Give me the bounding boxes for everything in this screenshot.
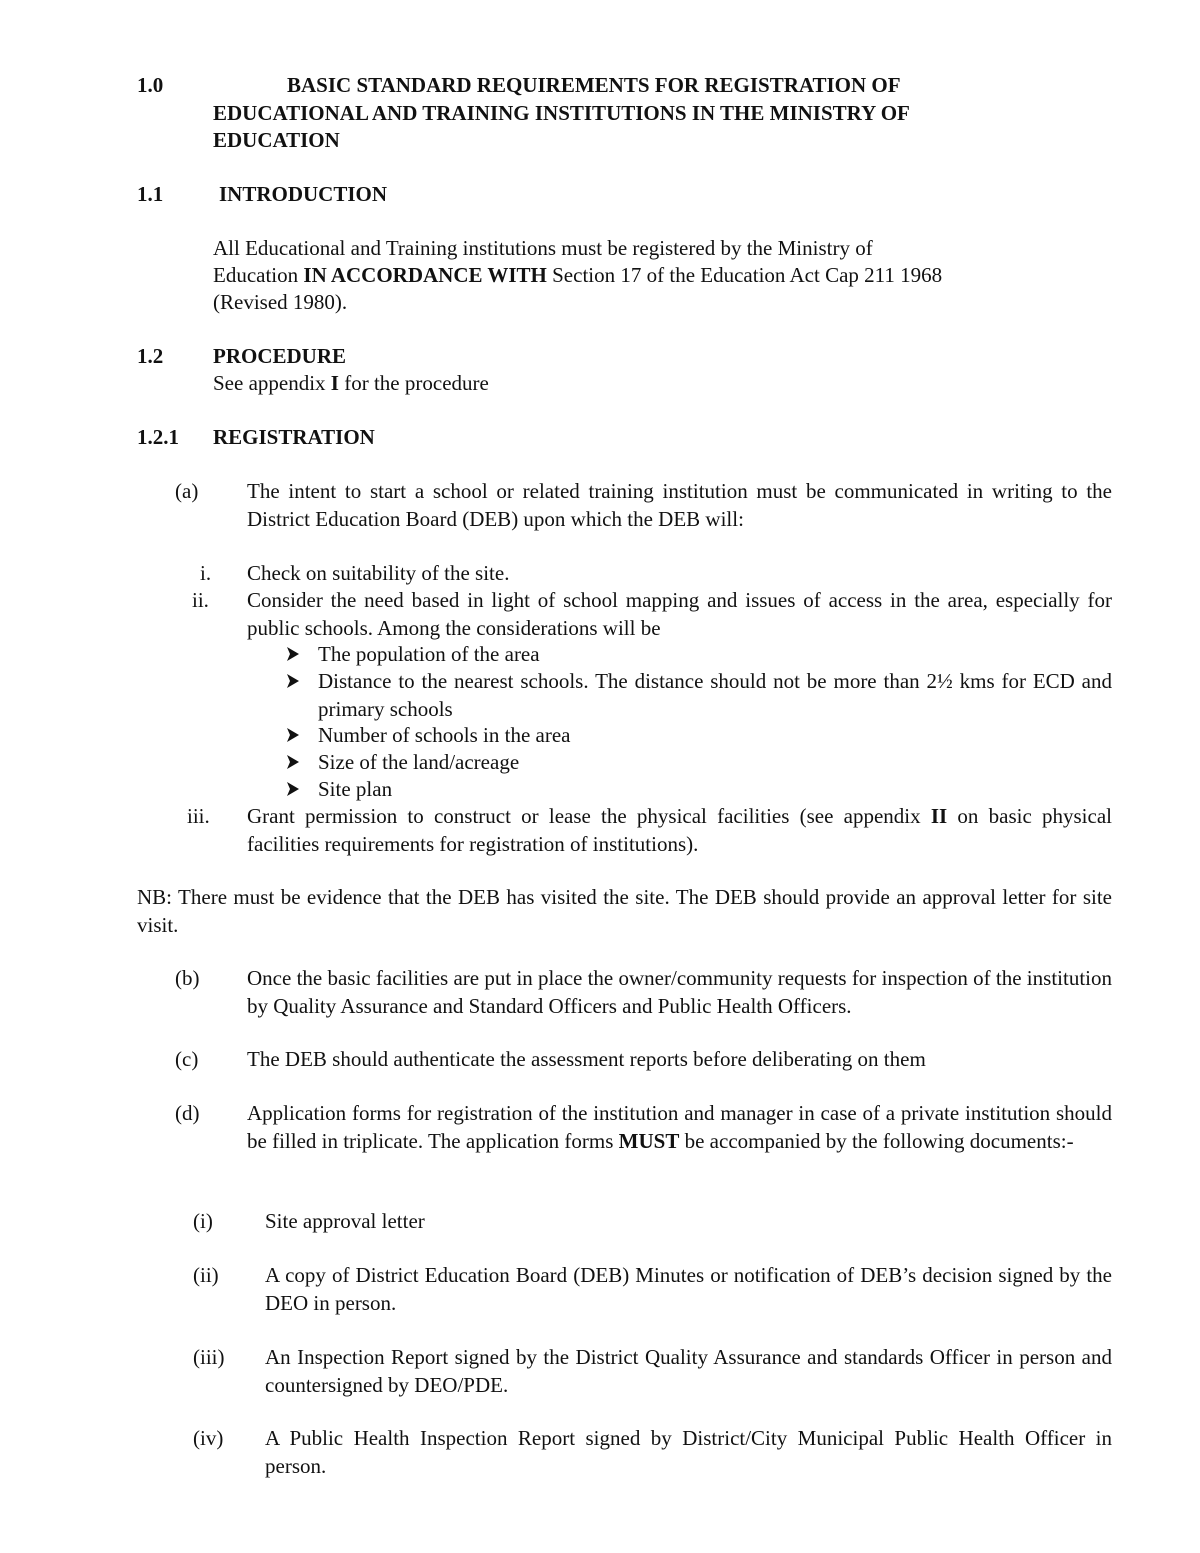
heading-number: 1.0 <box>137 73 164 97</box>
item-a-text: The intent to start a school or related training institution must be communicated in writing to the District Education Board (DEB) upon which the DEB will: <box>247 479 1112 531</box>
item-c-text: The DEB should authenticate the assessment reports before deliberating on them <box>247 1047 926 1071</box>
item-iii-text <box>247 803 1112 858</box>
section-1-2-number: 1.2 <box>137 344 164 368</box>
item-d-marker: (d) <box>175 1101 200 1125</box>
arrow-bullet-icon <box>287 647 299 661</box>
arrow-bullet-icon <box>287 728 299 742</box>
heading-line-2: EDUCATIONAL AND TRAINING INSTITUTIONS IN THE MINISTRY OF <box>213 101 910 125</box>
intro-text-tail: Section 17 of the Education Act Cap 211 1968 <box>546 263 943 287</box>
doc-ii-marker: (ii) <box>193 1263 219 1287</box>
section-1-2-1-title: REGISTRATION <box>213 425 375 449</box>
section-1-1-number: 1.1 <box>137 182 164 206</box>
item-b-text: Once the basic facilities are put in place the owner/community requests for inspection of the institution by Quality Assurance and Standard Officers and Public Health Officers. <box>247 966 1112 1018</box>
nb-note: NB: There must be evidence that the DEB has visited the site. The DEB should provide an approval letter for site visit. <box>137 885 1112 937</box>
procedure-text-end: for the procedure <box>338 371 489 395</box>
item-ii-marker: ii. <box>192 588 209 612</box>
doc-iii-text: An Inspection Report signed by the District Quality Assurance and standards Officer in person and countersigned by DEO/PDE. <box>265 1345 1112 1397</box>
item-i-marker: i. <box>200 561 212 585</box>
doc-iv-text: A Public Health Inspection Report signed by District/City Municipal Public Health Officer in person. <box>265 1426 1112 1478</box>
item-iii-marker: iii. <box>187 804 210 828</box>
item-d-must: MUST <box>618 1128 680 1153</box>
item-ii-text: Consider the need based in light of school mapping and issues of access in the area, especially for public schools. Among the considerations will be <box>247 588 1112 640</box>
procedure-text-start: See appendix <box>213 371 331 395</box>
section-1-2-title: PROCEDURE <box>213 344 347 368</box>
item-i-text: Check on suitability of the site. <box>247 561 510 585</box>
doc-iii-marker: (iii) <box>193 1345 225 1369</box>
doc-ii-text: A copy of District Education Board (DEB) Minutes or notification of DEB’s decision signed by the DEO in person. <box>265 1263 1112 1315</box>
section-1-1-title: INTRODUCTION <box>219 182 388 206</box>
intro-text: Education <box>213 263 304 287</box>
item-c-marker: (c) <box>175 1047 199 1071</box>
arrow-bullet-icon <box>287 755 299 769</box>
appendix-ref-i: I <box>330 371 339 395</box>
arrow-bullet-icon <box>287 782 299 796</box>
bullet-number-of-schools: Number of schools in the area <box>318 723 571 747</box>
section-1-2-1-number: 1.2.1 <box>137 425 179 449</box>
procedure-text <box>213 370 489 397</box>
arrow-bullet-icon <box>287 674 299 688</box>
item-d-text <box>247 1100 1112 1155</box>
bullet-population: The population of the area <box>318 642 540 666</box>
bullet-distance: Distance to the nearest schools. The distance should not be more than 2½ kms for ECD and primary schools <box>318 669 1112 721</box>
item-b-marker: (b) <box>175 966 200 990</box>
item-a-marker: (a) <box>175 479 199 503</box>
intro-line-3: (Revised 1980). <box>213 290 348 314</box>
heading-line-1: BASIC STANDARD REQUIREMENTS FOR REGISTRATION OF <box>287 73 901 97</box>
item-d-text-end: be accompanied by the following documents:- <box>679 1128 1074 1153</box>
doc-iv-marker: (iv) <box>193 1426 224 1450</box>
doc-i-marker: (i) <box>193 1209 213 1233</box>
item-iii-text-start: Grant permission to construct or lease the physical facilities (see appendix <box>247 804 931 828</box>
appendix-ref-ii: II <box>930 804 948 828</box>
intro-line-2 <box>213 262 942 289</box>
bullet-site-plan: Site plan <box>318 777 393 801</box>
intro-bold: IN ACCORDANCE WITH <box>303 263 547 287</box>
doc-i-text: Site approval letter <box>265 1209 425 1233</box>
item-d-text-start: Application forms for registration of the institution and manager in case of a private institution should be filled in triplicate. The application forms <box>247 1101 1112 1153</box>
bullet-land-size: Size of the land/acreage <box>318 750 520 774</box>
item-iii-text-end: on basic physical facilities requirements for registration of institutions). <box>247 804 1112 856</box>
intro-line-1: All Educational and Training institutions must be registered by the Ministry of <box>213 236 873 260</box>
heading-line-3: EDUCATION <box>213 128 340 152</box>
